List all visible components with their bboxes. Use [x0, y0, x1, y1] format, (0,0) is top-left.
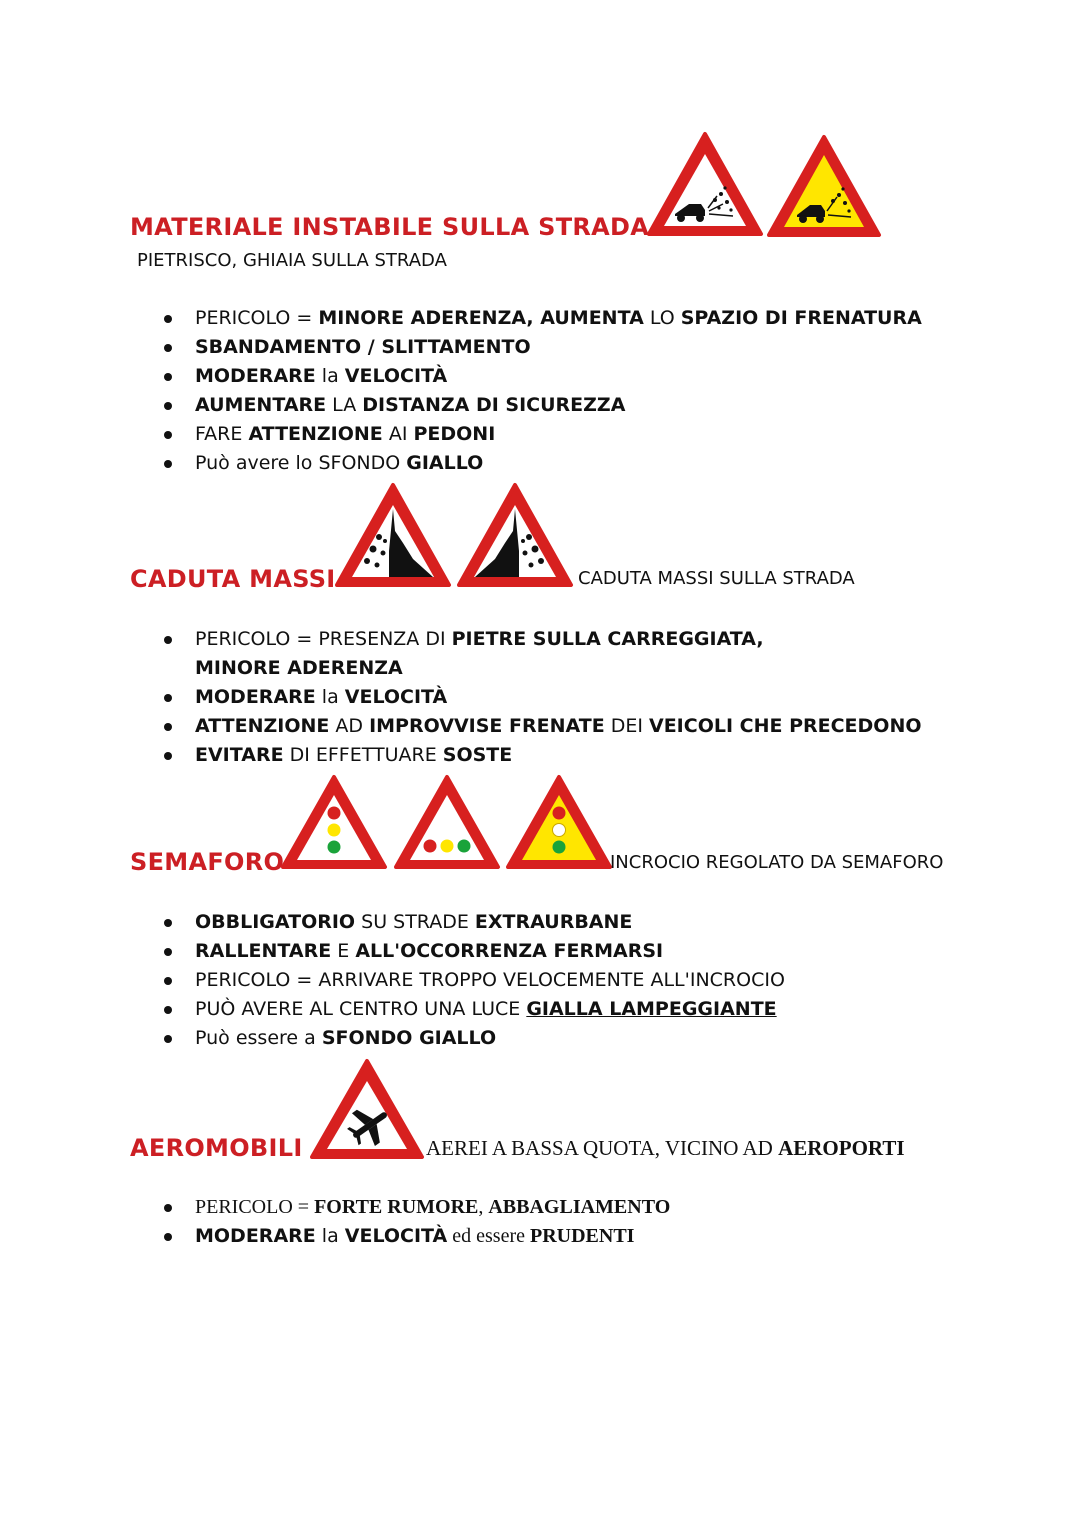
bullet-list-aeromobili: [160, 1193, 670, 1251]
sign-falling-rocks-right-icon: [333, 481, 453, 589]
heading-semaforo: SEMAFORO: [130, 848, 285, 876]
sign-low-flying-aircraft-icon: [308, 1057, 426, 1161]
list-item: PUÒ AVERE AL CENTRO UNA LUCE GIALLA LAMPEGGIANTE: [160, 995, 785, 1024]
list-item: Può avere lo SFONDO GIALLO: [160, 449, 922, 478]
sign-falling-rocks-left-icon: [455, 481, 575, 589]
sign-traffic-light-vertical-icon: [279, 773, 389, 871]
list-item: EVITARE DI EFFETTUARE SOSTE: [160, 741, 922, 770]
list-item: Può essere a SFONDO GIALLO: [160, 1024, 785, 1053]
sign-loose-material-icon: [645, 130, 765, 238]
sign-traffic-light-horizontal-icon: [392, 773, 502, 871]
sign-traffic-light-yellow-icon: [504, 773, 614, 871]
list-item: MODERARE la VELOCITÀ ed essere PRUDENTI: [160, 1222, 670, 1251]
heading-materiale-instabile: MATERIALE INSTABILE SULLA STRADA: [130, 213, 650, 241]
list-item: AUMENTARE LA DISTANZA DI SICUREZZA: [160, 391, 922, 420]
list-item: MODERARE la VELOCITÀ: [160, 362, 922, 391]
list-item: RALLENTARE E ALL'OCCORRENZA FERMARSI: [160, 937, 785, 966]
side-note-semaforo: INCROCIO REGOLATO DA SEMAFORO: [610, 852, 944, 873]
list-item: MODERARE la VELOCITÀ: [160, 683, 922, 712]
bullet-list-caduta-massi: [160, 625, 922, 770]
heading-aeromobili: AEROMOBILI: [130, 1134, 303, 1162]
list-item: PERICOLO = PRESENZA DI PIETRE SULLA CARREGGIATA, MINORE ADERENZA: [160, 625, 922, 683]
list-item: PERICOLO = ARRIVARE TROPPO VELOCEMENTE ALL'INCROCIO: [160, 966, 785, 995]
bullet-list-semaforo: [160, 908, 785, 1053]
list-item: PERICOLO = MINORE ADERENZA, AUMENTA LO SPAZIO DI FRENATURA: [160, 304, 922, 333]
list-item: FARE ATTENZIONE AI PEDONI: [160, 420, 922, 449]
bullet-list-materiale: [160, 304, 922, 478]
subtitle-materiale: PIETRISCO, GHIAIA SULLA STRADA: [137, 250, 447, 271]
side-note-caduta-massi: CADUTA MASSI SULLA STRADA: [578, 568, 855, 589]
list-item: ATTENZIONE AD IMPROVVISE FRENATE DEI VEICOLI CHE PRECEDONO: [160, 712, 922, 741]
heading-caduta-massi: CADUTA MASSI: [130, 565, 336, 593]
list-item: OBBLIGATORIO SU STRADE EXTRAURBANE: [160, 908, 785, 937]
list-item: PERICOLO = FORTE RUMORE, ABBAGLIAMENTO: [160, 1193, 670, 1222]
side-note-aeromobili: AEREI A BASSA QUOTA, VICINO AD AEROPORTI: [426, 1136, 905, 1160]
list-item: SBANDAMENTO / SLITTAMENTO: [160, 333, 922, 362]
sign-loose-material-yellow-icon: [765, 133, 883, 239]
